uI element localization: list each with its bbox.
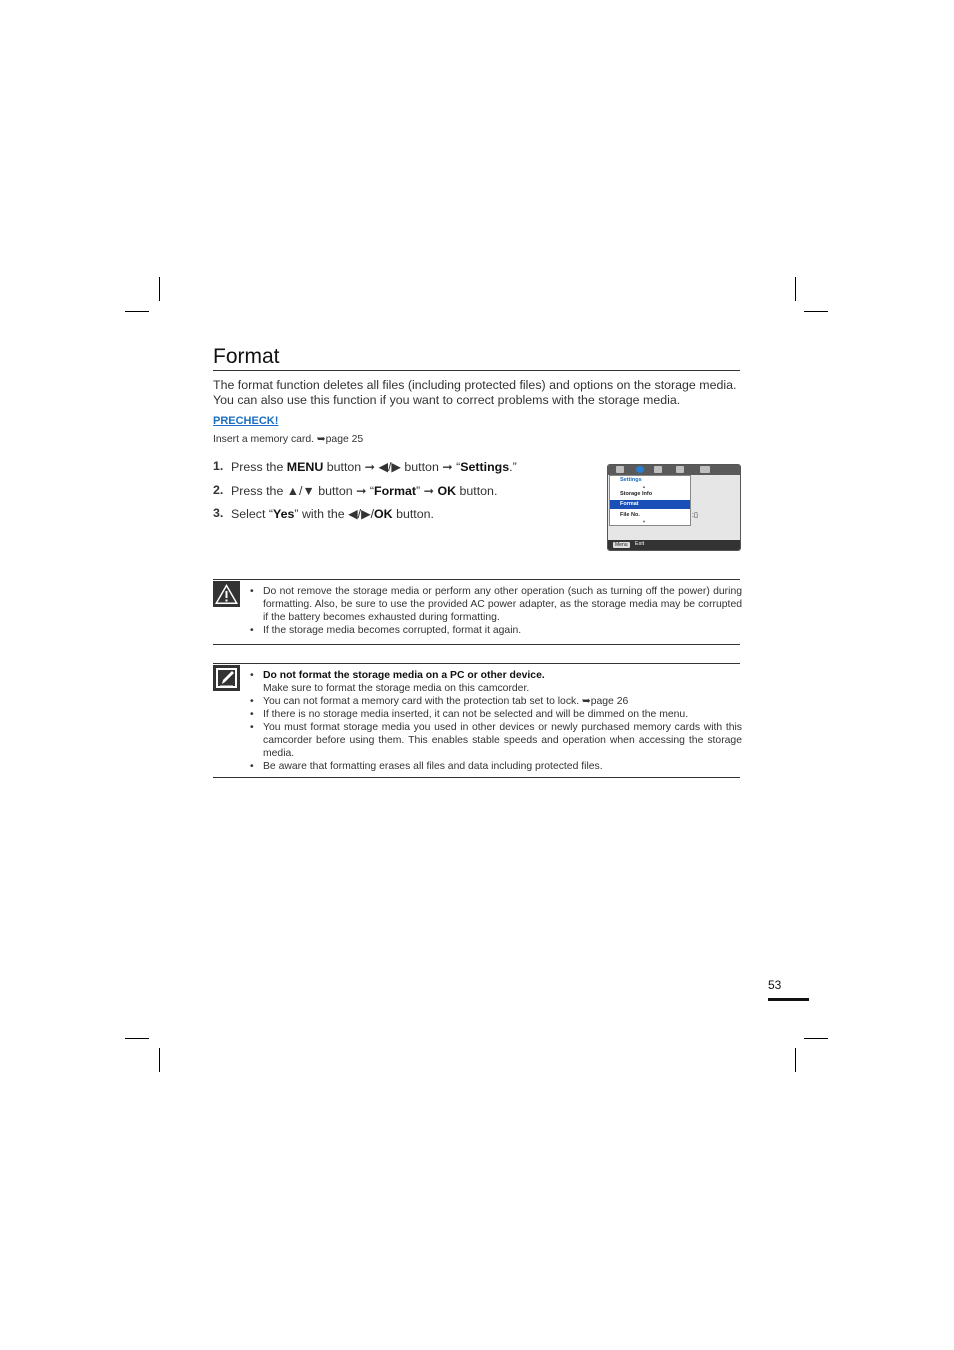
help-icon [676,466,684,473]
step-item: 1. Press the MENU button ➞ ◀/▶ button ➞ “Settings.” [213,459,517,474]
crop-mark [795,277,796,301]
list-item: • You can not format a memory card with the protection tab set to lock. ➥page 26 [250,695,742,708]
lcd-screen-illustration [607,464,741,551]
lcd-bottom-bar [608,540,740,550]
intro-line: The format function deletes all files (including protected files) and options on the storage media. [213,378,737,392]
crop-mark [795,1048,796,1072]
list-item: • Do not format the storage media on a PC or other device. Make sure to format the storage media on this camcorder. [250,669,742,695]
menu-button-icon: Menu [615,542,628,548]
intro-line: You can also use this function if you want to correct problems with the storage media. [213,392,681,407]
list-item: • If there is no storage media inserted, it can not be selected and will be dimmed on the menu. [250,708,742,721]
precheck-label: PRECHECK! [213,415,279,427]
playback-icon [654,466,662,473]
crop-mark [159,277,160,301]
list-item: • If the storage media becomes corrupted, format it again. [250,624,742,637]
warning-list [250,585,742,637]
page-number-bar [768,998,809,1001]
crop-mark [804,1038,828,1039]
camera-mode-icon [616,466,624,473]
note-box [213,663,740,778]
crop-mark [125,1038,149,1039]
step-item: 3. Select “Yes” with the ◀/▶/OK button. [213,506,434,521]
page-number: 53 [768,978,782,992]
list-item: • Be aware that formatting erases all files and data including protected files. [250,760,742,773]
exit-label: Exit [635,541,645,547]
lcd-menu-item: Storage Info [620,491,653,497]
page-title: Format [213,344,740,371]
step-list [213,459,593,530]
note-list [250,669,742,773]
lcd-menu-item-selected: Format [610,500,690,509]
crop-mark [159,1048,160,1072]
memory-card-icon: :▯ [692,512,698,519]
lcd-menu-title: Settings [620,477,642,483]
precheck-text: Insert a memory card. ➥page 25 [213,434,364,445]
battery-icon [700,466,710,473]
crop-mark [804,311,828,312]
warning-box [213,579,740,645]
list-item: • Do not remove the storage media or perform any other operation (such as turning off the power) during formatting. Also, be sure to use the provided AC power adapter, as the storage media may be corrupted if the battery becomes exhausted during formatting. [250,585,742,624]
note-pencil-icon [213,665,240,691]
lcd-menu-item: File No. [620,512,640,518]
step-item: 2. Press the ▲/▼ button ➞ “Format” ➞ OK button. [213,482,498,498]
lcd-tab-bar [608,465,740,475]
lcd-menu [609,475,691,526]
settings-gear-icon [636,466,644,473]
intro-text [213,378,743,407]
scroll-down-icon: ▼ [642,519,646,524]
list-item: • You must format storage media you used in other devices or newly purchased memory cards with this camcorder before using them. This enables stable speeds and operation when accessing the storage media. [250,721,742,760]
crop-mark [125,311,149,312]
warning-triangle-icon [213,581,240,607]
scroll-up-icon: ▲ [642,484,646,489]
